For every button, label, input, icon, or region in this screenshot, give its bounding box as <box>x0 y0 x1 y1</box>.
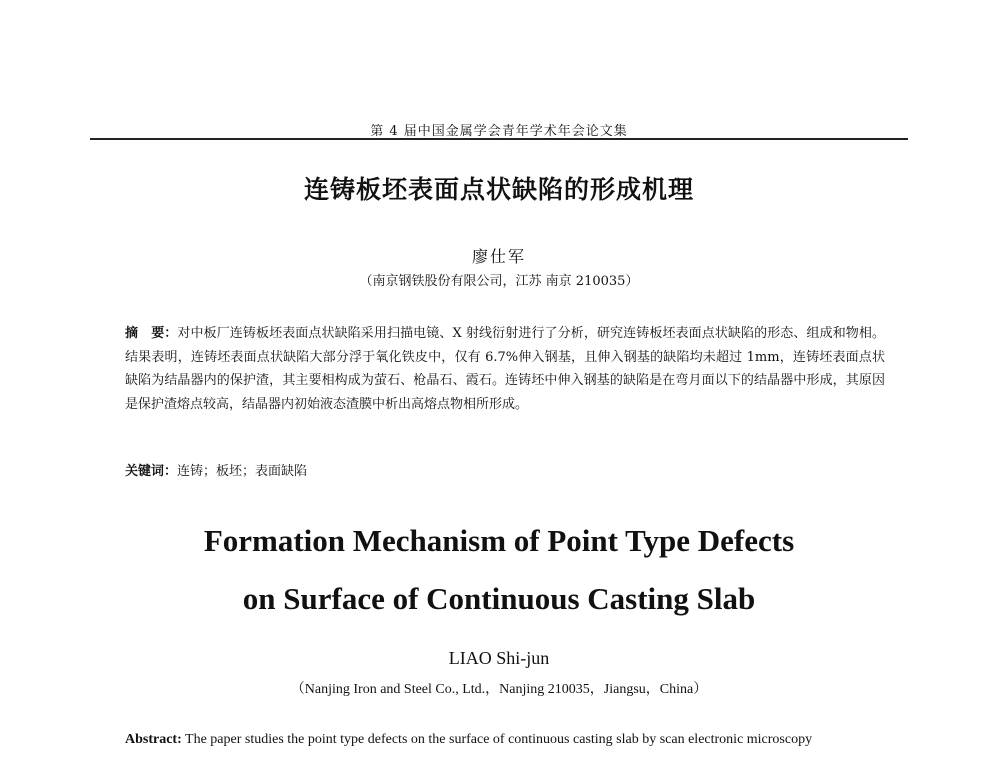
chinese-abstract-label: 摘 要： <box>125 326 178 341</box>
chinese-keywords-label: 关键词： <box>125 464 178 479</box>
chinese-title: 连铸板坯表面点状缺陷的形成机理 <box>303 175 694 204</box>
english-author: LIAO Shi-jun <box>448 648 550 668</box>
chinese-abstract-text: 对中板厂连铸板坯表面点状缺陷采用扫描电镜、X 射线衍射进行了分析，研究连铸板坯表面点状缺陷的形态、组成和物相。结果表明，连铸坯表面点状缺陷大部分浮于氧化铁皮中，仅有 6.7%伸入钢基，且伸入钢基的缺陷均未超过 1mm，连铸坯表面点状缺陷为结晶器内的保护渣，其主要相构成为萤石、枪晶石、霞石。连铸坯中伸入钢基的缺陷是在弯月面以下的结晶器中形成，其原因是保护渣熔点较高，结晶器内初始液态渣膜中析出高熔点物相所形成。 <box>125 326 885 412</box>
running-header: 第 4 届中国金属学会青年学术年会论文集 <box>370 124 628 139</box>
chinese-keywords <box>125 462 885 482</box>
english-abstract <box>125 729 895 751</box>
english-title-line-1: Formation Mechanism of Point Type Defects <box>203 523 795 558</box>
chinese-abstract <box>125 322 885 416</box>
english-title <box>90 518 908 622</box>
chinese-author: 廖仕军 <box>471 247 526 266</box>
chinese-keywords-text: 连铸；板坯；表面缺陷 <box>177 464 308 479</box>
english-title-line-2: on Surface of Continuous Casting Slab <box>242 581 756 616</box>
english-abstract-label: Abstract: <box>125 732 182 747</box>
header-rule <box>90 138 908 140</box>
english-affiliation: （Nanjing Iron and Steel Co., Ltd.，Nanjing 210035，Jiangsu，China） <box>290 682 708 697</box>
english-abstract-text: The paper studies the point type defects on the surface of continuous casting slab by scan electronic microscopy <box>185 732 813 747</box>
chinese-affiliation: （南京钢铁股份有限公司，江苏 南京 210035） <box>359 274 639 289</box>
